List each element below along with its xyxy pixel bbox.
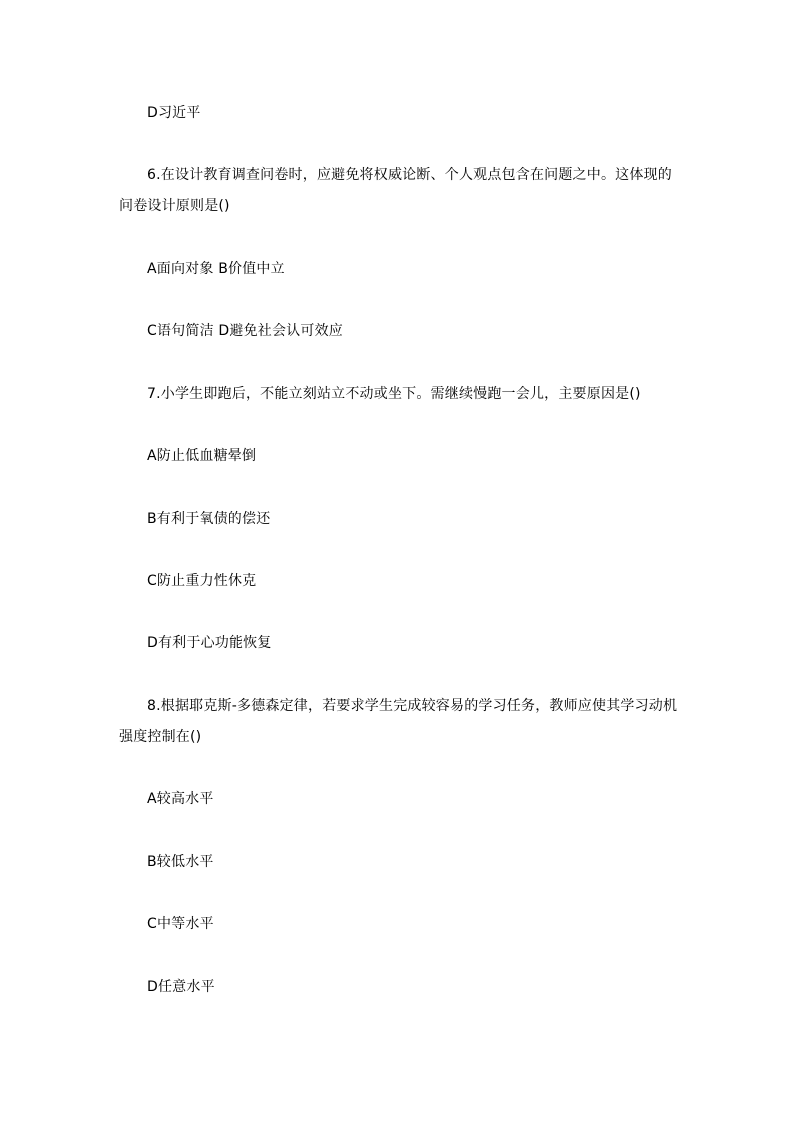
- question-7-option-b: B有利于氧债的偿还: [147, 511, 271, 527]
- question-6-text: 6.在设计教育调查问卷时，应避免将权威论断、个人观点包含在问题之中。这体现的: [147, 167, 672, 183]
- question-8-option-b: B较低水平: [147, 854, 214, 870]
- question-8-option-d: D任意水平: [147, 979, 215, 995]
- question-7-option-a: A防止低血糖晕倒: [147, 448, 257, 464]
- question-6-options-cd: C语句简洁 D避免社会认可效应: [147, 323, 344, 339]
- question-7-text: 7.小学生即跑后，不能立刻站立不动或坐下。需继续慢跑一会儿，主要原因是(): [147, 386, 641, 402]
- question-6-text-continued: 问卷设计原则是(): [119, 198, 230, 214]
- question-7-option-c: C防止重力性休克: [147, 573, 257, 589]
- option-d-previous: D习近平: [147, 105, 201, 121]
- question-8-text-continued: 强度控制在(): [119, 729, 202, 745]
- question-8-option-c: C中等水平: [147, 916, 214, 932]
- question-8-option-a: A较高水平: [147, 791, 214, 807]
- question-6-options-ab: A面向对象 B价值中立: [147, 261, 285, 277]
- question-8-text: 8.根据耶克斯-多德森定律，若要求学生完成较容易的学习任务，教师应使其学习动机: [147, 698, 678, 714]
- question-7-option-d: D有利于心功能恢复: [147, 635, 272, 651]
